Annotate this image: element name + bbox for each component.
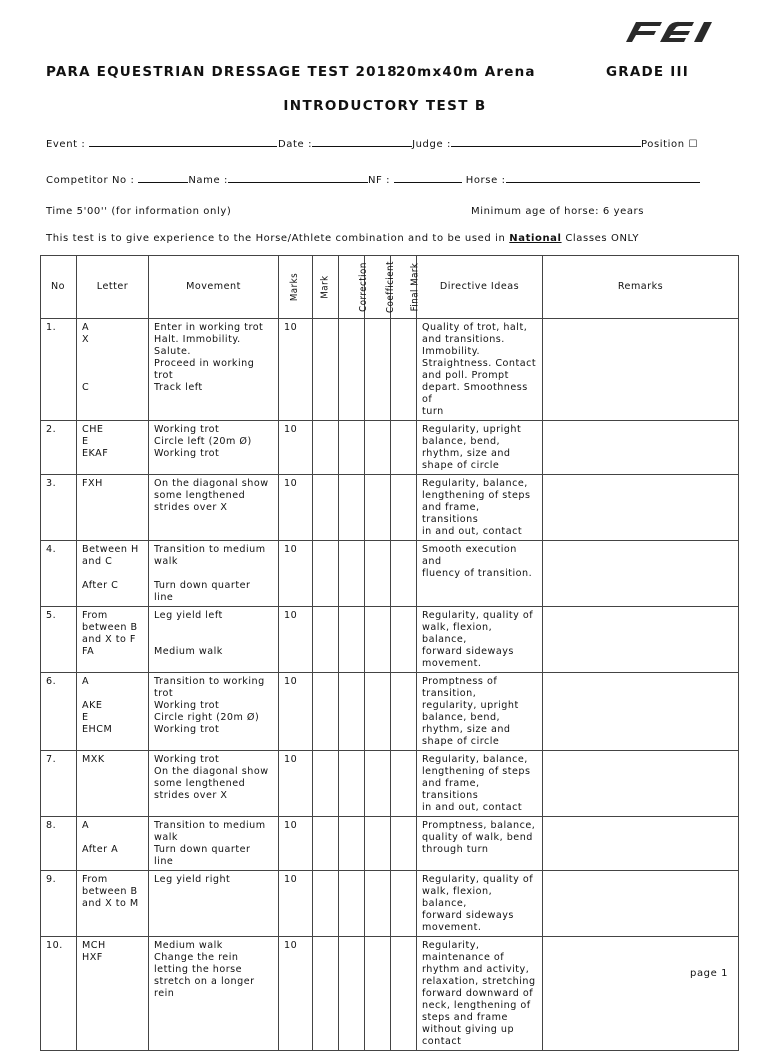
col-movement: Movement [149, 256, 279, 319]
row-no: 8. [41, 817, 77, 871]
row-final-mark-cell[interactable] [391, 937, 417, 1051]
position-label[interactable]: Position ☐ [640, 139, 699, 150]
row-movement: On the diagonal show some lengthened strides over X [149, 475, 279, 541]
row-directive: Regularity, maintenance of rhythm and activity, relaxation, stretching forward downward of neck, lengthening of steps and frame without giving up contact [417, 937, 543, 1051]
time-info: Time 5'00'' (for information only) [46, 206, 232, 217]
row-remarks-cell[interactable] [543, 673, 739, 751]
event-field[interactable] [89, 136, 277, 147]
row-marks: 10 [279, 751, 313, 817]
table-row [41, 607, 739, 673]
row-correction-cell[interactable] [339, 751, 365, 817]
row-coefficient-cell[interactable] [365, 673, 391, 751]
col-remarks: Remarks [543, 256, 739, 319]
fei-logo [622, 18, 718, 44]
table-row [41, 871, 739, 937]
col-directive: Directive Ideas [417, 256, 543, 319]
competitor-label: Competitor No : [46, 175, 135, 186]
row-letter: From between B and X to M [77, 871, 149, 937]
horse-label: Horse : [465, 175, 506, 186]
row-movement: Working trot On the diagonal show some lengthened strides over X [149, 751, 279, 817]
usage-note: This test is to give experience to the Horse/Athlete combination and to be used in National Classes ONLY [46, 233, 640, 244]
row-remarks-cell[interactable] [543, 607, 739, 673]
row-mark-cell[interactable] [313, 871, 339, 937]
col-coefficient: Coefficient [365, 256, 391, 319]
row-final-mark-cell[interactable] [391, 751, 417, 817]
row-marks: 10 [279, 673, 313, 751]
row-coefficient-cell[interactable] [365, 541, 391, 607]
test-subtitle: INTRODUCTORY TEST B [283, 98, 487, 114]
row-coefficient-cell[interactable] [365, 421, 391, 475]
row-no: 1. [41, 319, 77, 421]
col-final-mark: Final Mark [391, 256, 417, 319]
row-no: 5. [41, 607, 77, 673]
row-coefficient-cell[interactable] [365, 475, 391, 541]
row-no: 9. [41, 871, 77, 937]
row-no: 3. [41, 475, 77, 541]
row-marks: 10 [279, 421, 313, 475]
row-letter: MCH HXF [77, 937, 149, 1051]
col-mark: Mark [313, 256, 339, 319]
row-remarks-cell[interactable] [543, 937, 739, 1051]
row-directive: Regularity, balance, lengthening of steps and frame, transitions in and out, contact [417, 475, 543, 541]
row-movement: Medium walk Change the rein letting the horse stretch on a longer rein [149, 937, 279, 1051]
row-letter: CHE E EKAF [77, 421, 149, 475]
table-row [41, 319, 739, 421]
test-title: PARA EQUESTRIAN DRESSAGE TEST 2018 [46, 64, 398, 80]
row-movement: Transition to working trot Working trot Circle right (20m Ø) Working trot [149, 673, 279, 751]
row-correction-cell[interactable] [339, 817, 365, 871]
nf-label: NF : [367, 175, 391, 186]
row-correction-cell[interactable] [339, 319, 365, 421]
page-number: page 1 [690, 968, 729, 979]
row-coefficient-cell[interactable] [365, 607, 391, 673]
date-field[interactable] [312, 136, 412, 147]
row-directive: Regularity, upright balance, bend, rhythm, size and shape of circle [417, 421, 543, 475]
row-letter: FXH [77, 475, 149, 541]
row-coefficient-cell[interactable] [365, 319, 391, 421]
row-remarks-cell[interactable] [543, 871, 739, 937]
table-row [41, 817, 739, 871]
col-letter: Letter [77, 256, 149, 319]
row-letter: Between H and C After C [77, 541, 149, 607]
event-line [46, 136, 277, 150]
row-remarks-cell[interactable] [543, 319, 739, 421]
row-directive: Quality of trot, halt, and transitions. Immobility. Straightness. Contact and poll. Prompt depart. Smoothness of turn [417, 319, 543, 421]
table-row [41, 541, 739, 607]
row-mark-cell[interactable] [313, 937, 339, 1051]
row-final-mark-cell[interactable] [391, 871, 417, 937]
competitor-field[interactable] [138, 172, 188, 183]
row-mark-cell[interactable] [313, 475, 339, 541]
row-final-mark-cell[interactable] [391, 475, 417, 541]
row-final-mark-cell[interactable] [391, 319, 417, 421]
row-mark-cell[interactable] [313, 751, 339, 817]
row-letter: A AKE E EHCM [77, 673, 149, 751]
row-marks: 10 [279, 817, 313, 871]
row-directive: Regularity, quality of walk, flexion, balance, forward sideways movement. [417, 871, 543, 937]
row-movement: Transition to medium walk Turn down quarter line [149, 541, 279, 607]
row-coefficient-cell[interactable] [365, 937, 391, 1051]
row-no: 4. [41, 541, 77, 607]
row-mark-cell[interactable] [313, 421, 339, 475]
grade-label: GRADE III [606, 64, 689, 80]
table-row [41, 937, 739, 1051]
row-letter: A X C [77, 319, 149, 421]
row-movement: Leg yield left Medium walk [149, 607, 279, 673]
arena-size: 20mx40m Arena [396, 64, 536, 80]
competitor-line [46, 172, 700, 186]
row-no: 7. [41, 751, 77, 817]
row-directive: Regularity, balance, lengthening of steps and frame, transitions in and out, contact [417, 751, 543, 817]
row-marks: 10 [279, 319, 313, 421]
row-mark-cell[interactable] [313, 541, 339, 607]
horse-field[interactable] [506, 172, 700, 183]
row-correction-cell[interactable] [339, 475, 365, 541]
row-no: 2. [41, 421, 77, 475]
row-coefficient-cell[interactable] [365, 817, 391, 871]
row-coefficient-cell[interactable] [365, 871, 391, 937]
row-final-mark-cell[interactable] [391, 673, 417, 751]
national-emphasis: National [509, 233, 562, 244]
row-final-mark-cell[interactable] [391, 607, 417, 673]
nf-field[interactable] [394, 172, 462, 183]
row-final-mark-cell[interactable] [391, 541, 417, 607]
row-letter: From between B and X to F FA [77, 607, 149, 673]
row-marks: 10 [279, 607, 313, 673]
row-marks: 10 [279, 937, 313, 1051]
row-marks: 10 [279, 541, 313, 607]
row-mark-cell[interactable] [313, 607, 339, 673]
row-remarks-cell[interactable] [543, 475, 739, 541]
judge-label: Judge : [412, 139, 451, 150]
row-remarks-cell[interactable] [543, 817, 739, 871]
row-mark-cell[interactable] [313, 817, 339, 871]
row-mark-cell[interactable] [313, 673, 339, 751]
row-movement: Leg yield right [149, 871, 279, 937]
row-marks: 10 [279, 871, 313, 937]
row-correction-cell[interactable] [339, 541, 365, 607]
row-movement: Enter in working trot Halt. Immobility. Salute. Proceed in working trot Track left [149, 319, 279, 421]
row-correction-cell[interactable] [339, 421, 365, 475]
row-remarks-cell[interactable] [543, 421, 739, 475]
row-directive: Regularity, quality of walk, flexion, balance, forward sideways movement. [417, 607, 543, 673]
row-mark-cell[interactable] [313, 319, 339, 421]
col-marks: Marks [279, 256, 313, 319]
event-label: Event : [46, 139, 86, 150]
table-header-row [41, 256, 739, 319]
row-movement: Transition to medium walk Turn down quarter line [149, 817, 279, 871]
row-directive: Promptness, balance, quality of walk, bend through turn [417, 817, 543, 871]
row-no: 10. [41, 937, 77, 1051]
date-label: Date : [278, 139, 313, 150]
test-table [40, 255, 739, 1051]
row-remarks-cell[interactable] [543, 541, 739, 607]
col-no: No [41, 256, 77, 319]
name-label: Name : [188, 175, 228, 186]
date-judge-line [278, 136, 698, 150]
row-directive: Smooth execution and fluency of transition. [417, 541, 543, 607]
row-letter: A After A [77, 817, 149, 871]
row-marks: 10 [279, 475, 313, 541]
name-field[interactable] [228, 172, 368, 183]
row-coefficient-cell[interactable] [365, 751, 391, 817]
table-row [41, 751, 739, 817]
row-movement: Working trot Circle left (20m Ø) Working trot [149, 421, 279, 475]
row-correction-cell[interactable] [339, 607, 365, 673]
row-final-mark-cell[interactable] [391, 817, 417, 871]
table-row [41, 673, 739, 751]
min-age-info: Minimum age of horse: 6 years [471, 206, 645, 217]
table-row [41, 421, 739, 475]
row-correction-cell[interactable] [339, 937, 365, 1051]
judge-field[interactable] [451, 136, 641, 147]
title-row [46, 64, 726, 84]
row-directive: Promptness of transition, regularity, upright balance, bend, rhythm, size and shape of circle [417, 673, 543, 751]
row-remarks-cell[interactable] [543, 751, 739, 817]
row-correction-cell[interactable] [339, 673, 365, 751]
row-letter: MXK [77, 751, 149, 817]
table-row [41, 475, 739, 541]
col-correction: Correction [339, 256, 365, 319]
row-no: 6. [41, 673, 77, 751]
row-correction-cell[interactable] [339, 871, 365, 937]
row-final-mark-cell[interactable] [391, 421, 417, 475]
